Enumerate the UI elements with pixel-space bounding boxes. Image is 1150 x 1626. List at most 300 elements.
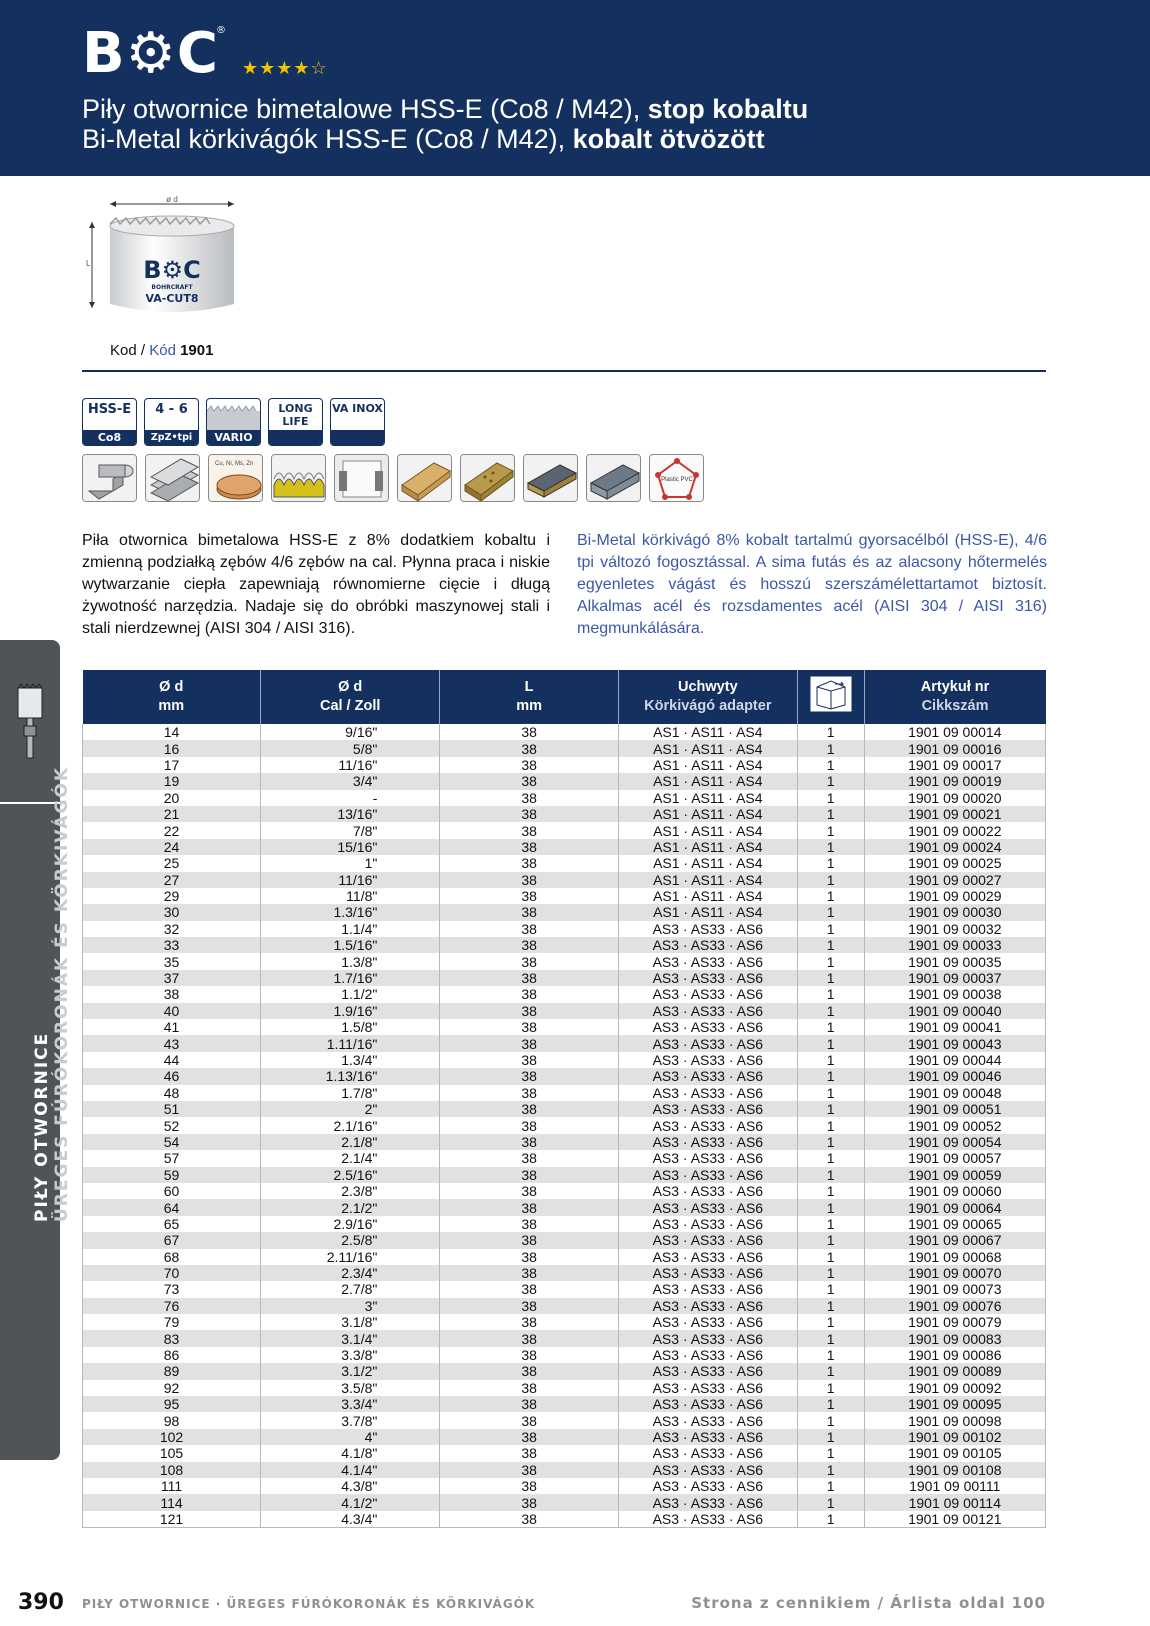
table-row: [83, 1167, 1046, 1183]
table-cell: 19: [83, 773, 261, 789]
table-cell: 2.1/2": [261, 1199, 440, 1215]
table-cell: 1: [797, 1249, 864, 1265]
table-row: [83, 822, 1046, 838]
table-cell: 38: [440, 888, 619, 904]
table-cell: 38: [440, 1052, 619, 1068]
table-row: [83, 1429, 1046, 1445]
table-row: [83, 806, 1046, 822]
table-cell: 1: [797, 888, 864, 904]
table-cell: 38: [440, 1035, 619, 1051]
table-cell: 1901 09 00038: [864, 986, 1045, 1002]
table-cell: AS1 · AS11 · AS4: [618, 806, 797, 822]
table-cell: AS3 · AS33 · AS6: [618, 1298, 797, 1314]
table-cell: 1901 09 00086: [864, 1347, 1045, 1363]
table-cell: 4.1/8": [261, 1445, 440, 1461]
table-cell: 35: [83, 953, 261, 969]
table-cell: 32: [83, 921, 261, 937]
table-cell: 1: [797, 1199, 864, 1215]
table-cell: 38: [440, 1117, 619, 1133]
table-cell: 44: [83, 1052, 261, 1068]
table-cell: AS3 · AS33 · AS6: [618, 1380, 797, 1396]
table-cell: AS1 · AS11 · AS4: [618, 888, 797, 904]
table-cell: 38: [440, 1249, 619, 1265]
table-cell: AS1 · AS11 · AS4: [618, 724, 797, 740]
table-cell: 38: [440, 970, 619, 986]
table-cell: 1: [797, 1429, 864, 1445]
table-cell: 73: [83, 1281, 261, 1297]
product-model: VA-CUT8: [145, 292, 199, 305]
table-cell: AS3 · AS33 · AS6: [618, 1150, 797, 1166]
table-cell: 3.1/4": [261, 1330, 440, 1346]
table-cell: 1901 09 00098: [864, 1412, 1045, 1428]
table-cell: 1: [797, 872, 864, 888]
table-row: [83, 757, 1046, 773]
table-row: [83, 953, 1046, 969]
product-subbrand: BOHRCRAFT: [151, 284, 193, 291]
table-cell: 1901 09 00054: [864, 1134, 1045, 1150]
table-cell: AS1 · AS11 · AS4: [618, 872, 797, 888]
table-row: [83, 1298, 1046, 1314]
table-cell: 38: [440, 1380, 619, 1396]
table-cell: 1: [797, 1265, 864, 1281]
divider: [82, 370, 1046, 372]
table-row: [83, 724, 1046, 740]
table-cell: AS3 · AS33 · AS6: [618, 1101, 797, 1117]
table-cell: 1: [797, 1134, 864, 1150]
table-row: [83, 1445, 1046, 1461]
table-row: [83, 1003, 1046, 1019]
table-cell: 1901 09 00041: [864, 1019, 1045, 1035]
table-cell: 4.1/4": [261, 1462, 440, 1478]
table-cell: 1901 09 00043: [864, 1035, 1045, 1051]
table-cell: 46: [83, 1068, 261, 1084]
table-cell: 2.3/8": [261, 1183, 440, 1199]
table-cell: 1: [797, 1478, 864, 1494]
table-row: [83, 937, 1046, 953]
dim-d-label: ø d: [166, 196, 178, 204]
col-adapter: Uchwyty Körkivágó adapter: [618, 670, 797, 724]
table-cell: 1: [797, 921, 864, 937]
table-cell: 38: [440, 1199, 619, 1215]
rating-stars: ★★★★☆: [242, 58, 328, 78]
table-cell: 1: [797, 1314, 864, 1330]
table-cell: AS3 · AS33 · AS6: [618, 1003, 797, 1019]
table-cell: 4": [261, 1429, 440, 1445]
table-cell: 1.5/16": [261, 937, 440, 953]
table-cell: 38: [440, 1167, 619, 1183]
table-row: [83, 1396, 1046, 1412]
table-cell: 4.3/4": [261, 1511, 440, 1528]
table-cell: 1901 09 00052: [864, 1117, 1045, 1133]
table-cell: AS3 · AS33 · AS6: [618, 1134, 797, 1150]
table-cell: 29: [83, 888, 261, 904]
table-cell: 1: [797, 1019, 864, 1035]
table-row: [83, 855, 1046, 871]
material-icons: [82, 454, 704, 502]
table-cell: 38: [440, 1003, 619, 1019]
table-cell: 1.3/16": [261, 904, 440, 920]
table-cell: 79: [83, 1314, 261, 1330]
table-row: [83, 1019, 1046, 1035]
table-cell: 76: [83, 1298, 261, 1314]
table-cell: 38: [440, 1462, 619, 1478]
table-cell: 38: [440, 1085, 619, 1101]
table-cell: 2.1/8": [261, 1134, 440, 1150]
table-row: [83, 1412, 1046, 1428]
table-row: [83, 1330, 1046, 1346]
table-cell: 4.1/2": [261, 1494, 440, 1510]
table-cell: 1: [797, 1445, 864, 1461]
col-article-no: Artykuł nr Cikkszám: [864, 670, 1045, 724]
table-cell: 1: [797, 970, 864, 986]
table-cell: 2.1/4": [261, 1150, 440, 1166]
table-cell: AS3 · AS33 · AS6: [618, 1330, 797, 1346]
table-cell: 41: [83, 1019, 261, 1035]
table-cell: 38: [440, 937, 619, 953]
table-row: [83, 1199, 1046, 1215]
table-cell: 52: [83, 1117, 261, 1133]
boc-logo: B⚙C ®: [82, 21, 227, 86]
table-cell: 114: [83, 1494, 261, 1510]
table-cell: AS3 · AS33 · AS6: [618, 1511, 797, 1528]
table-cell: 1: [797, 953, 864, 969]
table-cell: 105: [83, 1445, 261, 1461]
table-cell: 3.7/8": [261, 1412, 440, 1428]
table-cell: 38: [440, 1363, 619, 1379]
table-cell: AS3 · AS33 · AS6: [618, 970, 797, 986]
table-cell: 1: [797, 904, 864, 920]
table-row: [83, 1085, 1046, 1101]
table-cell: 33: [83, 937, 261, 953]
table-cell: 3.1/2": [261, 1363, 440, 1379]
table-cell: 1.13/16": [261, 1068, 440, 1084]
table-cell: 102: [83, 1429, 261, 1445]
table-row: [83, 1462, 1046, 1478]
table-cell: 1901 09 00051: [864, 1101, 1045, 1117]
table-cell: AS3 · AS33 · AS6: [618, 986, 797, 1002]
table-cell: 38: [440, 1511, 619, 1528]
table-cell: 38: [440, 872, 619, 888]
table-cell: 40: [83, 1003, 261, 1019]
table-cell: 38: [440, 1494, 619, 1510]
table-row: [83, 1265, 1046, 1281]
title-pl: Piły otwornice bimetalowe HSS-E (Co8 / M42), stop kobaltu: [82, 94, 809, 124]
table-cell: AS1 · AS11 · AS4: [618, 904, 797, 920]
description-hu: Bi-Metal körkivágó 8% kobalt tartalmú gyorsacélból (HSS-E), 4/6 tpi változó fogosztással. A sima futás és az alacsony hőtermelés egyenletes vágást és hosszú szerszámélettartamot biztosít. Alkalmas acél és rozsdamentes acél (AISI 304 / AISI 316) megmunkálására.: [577, 532, 1047, 637]
table-cell: 2.1/16": [261, 1117, 440, 1133]
table-cell: 1: [797, 855, 864, 871]
table-cell: 1: [797, 740, 864, 756]
footer-section: PIŁY OTWORNICE · ÜREGES FÚRÓKORONÁK ÉS KÖRKIVÁGÓK: [82, 1597, 536, 1611]
table-row: [83, 1314, 1046, 1330]
package-icon: [809, 675, 853, 713]
table-cell: 57: [83, 1150, 261, 1166]
table-cell: 2.5/8": [261, 1232, 440, 1248]
table-cell: 1901 09 00030: [864, 904, 1045, 920]
table-cell: 3/4": [261, 773, 440, 789]
table-cell: AS3 · AS33 · AS6: [618, 1035, 797, 1051]
table-cell: 1901 09 00060: [864, 1183, 1045, 1199]
table-cell: AS3 · AS33 · AS6: [618, 1019, 797, 1035]
table-cell: AS3 · AS33 · AS6: [618, 1249, 797, 1265]
tpi-badge: 4 - 6 ZpZ•tpi: [144, 398, 199, 446]
table-cell: 1901 09 00048: [864, 1085, 1045, 1101]
table-cell: 1901 09 00108: [864, 1462, 1045, 1478]
table-row: [83, 773, 1046, 789]
table-cell: 1901 09 00021: [864, 806, 1045, 822]
table-cell: 38: [440, 1216, 619, 1232]
table-cell: 1901 09 00121: [864, 1511, 1045, 1528]
table-cell: 1901 09 00035: [864, 953, 1045, 969]
table-row: [83, 1494, 1046, 1510]
table-cell: 1901 09 00105: [864, 1445, 1045, 1461]
table-cell: 38: [440, 839, 619, 855]
table-cell: 38: [440, 1265, 619, 1281]
table-cell: AS3 · AS33 · AS6: [618, 1117, 797, 1133]
product-brand: B⚙C: [143, 256, 201, 284]
table-cell: 17: [83, 757, 261, 773]
table-cell: 48: [83, 1085, 261, 1101]
nonferrous-icon: [208, 454, 263, 502]
table-cell: 7/8": [261, 822, 440, 838]
table-cell: 2.7/8": [261, 1281, 440, 1297]
table-cell: 3.3/8": [261, 1347, 440, 1363]
table-cell: AS1 · AS11 · AS4: [618, 757, 797, 773]
table-cell: 1901 09 00065: [864, 1216, 1045, 1232]
col-diameter-inch: Ø d Cal / Zoll: [261, 670, 440, 724]
table-cell: 83: [83, 1330, 261, 1346]
table-cell: 1.3/4": [261, 1052, 440, 1068]
table-cell: 22: [83, 822, 261, 838]
table-cell: 5/8": [261, 740, 440, 756]
table-cell: AS3 · AS33 · AS6: [618, 1347, 797, 1363]
table-cell: 1.3/8": [261, 953, 440, 969]
table-cell: AS1 · AS11 · AS4: [618, 839, 797, 855]
table-cell: 1: [797, 1068, 864, 1084]
table-cell: 1: [797, 1216, 864, 1232]
table-cell: 38: [440, 1298, 619, 1314]
table-cell: 38: [440, 1068, 619, 1084]
table-cell: 25: [83, 855, 261, 871]
table-cell: 86: [83, 1347, 261, 1363]
table-cell: 68: [83, 1249, 261, 1265]
table-cell: 1901 09 00111: [864, 1478, 1045, 1494]
feature-badges: [82, 398, 385, 446]
table-cell: 1901 09 00092: [864, 1380, 1045, 1396]
countertop-icon: [586, 454, 641, 502]
table-cell: 24: [83, 839, 261, 855]
table-cell: AS3 · AS33 · AS6: [618, 1281, 797, 1297]
description-pl: Piła otwornica bimetalowa HSS-E z 8% dodatkiem kobaltu i zmienną podziałką zębów 4/6 zębów na cal. Płynna praca i niskie wytwarzanie ciepła zapewniają równomierne cięcie i długą żywotność narzędzia. Nadaje się do obróbki maszynowej stali i stali nierdzewnej (AISI 304 / AISI 316).: [82, 532, 550, 637]
table-cell: 1901 09 00020: [864, 790, 1045, 806]
table-cell: 1901 09 00022: [864, 822, 1045, 838]
table-cell: 2.3/4": [261, 1265, 440, 1281]
table-cell: 1901 09 00029: [864, 888, 1045, 904]
table-cell: AS3 · AS33 · AS6: [618, 1167, 797, 1183]
table-cell: 1: [797, 1494, 864, 1510]
corrugated-sheet-icon: [271, 454, 326, 502]
table-cell: 1: [797, 757, 864, 773]
table-row: [83, 921, 1046, 937]
table-cell: 1901 09 00064: [864, 1199, 1045, 1215]
table-cell: 3.5/8": [261, 1380, 440, 1396]
table-cell: 38: [440, 953, 619, 969]
table-row: [83, 986, 1046, 1002]
table-cell: 13/16": [261, 806, 440, 822]
table-cell: 1: [797, 1396, 864, 1412]
table-cell: 2": [261, 1101, 440, 1117]
table-cell: AS3 · AS33 · AS6: [618, 937, 797, 953]
table-cell: 1: [797, 1117, 864, 1133]
table-row: [83, 1183, 1046, 1199]
table-cell: 1: [797, 1511, 864, 1528]
table-cell: 1.7/8": [261, 1085, 440, 1101]
table-cell: AS3 · AS33 · AS6: [618, 1412, 797, 1428]
table-row: [83, 1363, 1046, 1379]
table-cell: 1: [797, 1101, 864, 1117]
table-cell: 1: [797, 1003, 864, 1019]
table-cell: AS3 · AS33 · AS6: [618, 1183, 797, 1199]
table-row: [83, 872, 1046, 888]
table-cell: 15/16": [261, 839, 440, 855]
table-cell: 2.9/16": [261, 1216, 440, 1232]
table-cell: 38: [440, 1150, 619, 1166]
footer-price-list: Strona z cennikiem / Árlista oldal 100: [691, 1594, 1046, 1612]
table-row: [83, 970, 1046, 986]
table-row: [83, 1216, 1046, 1232]
table-row: [83, 740, 1046, 756]
table-cell: 1: [797, 822, 864, 838]
table-cell: 1: [797, 1052, 864, 1068]
table-cell: 1.1/4": [261, 921, 440, 937]
table-row: [83, 1068, 1046, 1084]
table-cell: 1: [797, 937, 864, 953]
table-cell: 1901 09 00095: [864, 1396, 1045, 1412]
table-cell: 1: [797, 724, 864, 740]
table-cell: 1: [797, 1298, 864, 1314]
col-diameter-mm: Ø d mm: [83, 670, 261, 724]
table-cell: 38: [440, 724, 619, 740]
table-cell: 1: [797, 1085, 864, 1101]
table-cell: 38: [440, 773, 619, 789]
table-cell: 38: [440, 1412, 619, 1428]
table-cell: 1901 09 00019: [864, 773, 1045, 789]
table-cell: 1: [797, 1150, 864, 1166]
col-package: [797, 670, 864, 724]
table-cell: 1901 09 00059: [864, 1167, 1045, 1183]
table-cell: 1: [797, 1380, 864, 1396]
table-cell: AS3 · AS33 · AS6: [618, 1478, 797, 1494]
table-row: [83, 1134, 1046, 1150]
table-cell: 64: [83, 1199, 261, 1215]
table-cell: 65: [83, 1216, 261, 1232]
table-cell: 1901 09 00068: [864, 1249, 1045, 1265]
table-cell: AS3 · AS33 · AS6: [618, 1265, 797, 1281]
table-cell: AS3 · AS33 · AS6: [618, 953, 797, 969]
table-cell: 1: [797, 1347, 864, 1363]
va-inox-badge: VA INOX: [330, 398, 385, 446]
table-cell: AS1 · AS11 · AS4: [618, 822, 797, 838]
table-cell: 1": [261, 855, 440, 871]
table-cell: 38: [440, 904, 619, 920]
table-cell: 1.7/16": [261, 970, 440, 986]
table-cell: AS3 · AS33 · AS6: [618, 1052, 797, 1068]
table-cell: AS3 · AS33 · AS6: [618, 1199, 797, 1215]
table-cell: 38: [440, 740, 619, 756]
steel-pipe-icon: [82, 454, 137, 502]
vario-badge: VARIO: [206, 398, 261, 446]
table-row: [83, 790, 1046, 806]
table-cell: -: [261, 790, 440, 806]
hss-e-co8-badge: HSS-E Co8: [82, 398, 137, 446]
table-cell: 1901 09 00070: [864, 1265, 1045, 1281]
table-cell: 1901 09 00032: [864, 921, 1045, 937]
table-cell: 1901 09 00057: [864, 1150, 1045, 1166]
title-hu: Bi-Metal körkivágók HSS-E (Co8 / M42), kobalt ötvözött: [82, 124, 765, 154]
table-cell: AS1 · AS11 · AS4: [618, 855, 797, 871]
table-cell: 1.5/8": [261, 1019, 440, 1035]
table-cell: 11/16": [261, 757, 440, 773]
table-cell: 70: [83, 1265, 261, 1281]
product-image: [82, 196, 272, 346]
table-row: [83, 1347, 1046, 1363]
table-cell: 1: [797, 1035, 864, 1051]
svg-text:Plastic PVC: Plastic PVC: [661, 477, 693, 483]
wood-icon: [397, 454, 452, 502]
table-cell: 38: [440, 790, 619, 806]
table-cell: 1901 09 00027: [864, 872, 1045, 888]
table-cell: 1: [797, 839, 864, 855]
sheet-metal-icon: [145, 454, 200, 502]
table-cell: 1: [797, 1462, 864, 1478]
table-cell: AS3 · AS33 · AS6: [618, 1216, 797, 1232]
table-row: [83, 1249, 1046, 1265]
table-cell: 1901 09 00025: [864, 855, 1045, 871]
table-row: [83, 904, 1046, 920]
table-cell: 4.3/8": [261, 1478, 440, 1494]
table-cell: 1901 09 00079: [864, 1314, 1045, 1330]
table-cell: 38: [440, 1134, 619, 1150]
table-cell: 1901 09 00033: [864, 937, 1045, 953]
page-number: 390: [18, 1590, 64, 1615]
table-cell: 67: [83, 1232, 261, 1248]
table-cell: 1: [797, 1412, 864, 1428]
table-cell: 38: [440, 1183, 619, 1199]
table-row: [83, 1232, 1046, 1248]
table-cell: 1901 09 00037: [864, 970, 1045, 986]
table-cell: 111: [83, 1478, 261, 1494]
table-cell: AS1 · AS11 · AS4: [618, 740, 797, 756]
table-row: [83, 839, 1046, 855]
table-cell: 38: [440, 822, 619, 838]
table-cell: 1901 09 00040: [864, 1003, 1045, 1019]
table-cell: 38: [83, 986, 261, 1002]
table-cell: 38: [440, 1281, 619, 1297]
table-cell: 1901 09 00076: [864, 1298, 1045, 1314]
table-cell: AS1 · AS11 · AS4: [618, 790, 797, 806]
table-cell: 1: [797, 1330, 864, 1346]
product-code: Kod / Kód 1901: [110, 342, 214, 359]
table-cell: 38: [440, 1314, 619, 1330]
table-cell: AS3 · AS33 · AS6: [618, 921, 797, 937]
table-cell: AS3 · AS33 · AS6: [618, 1429, 797, 1445]
table-cell: AS3 · AS33 · AS6: [618, 1085, 797, 1101]
table-cell: 1901 09 00073: [864, 1281, 1045, 1297]
table-cell: 2.5/16": [261, 1167, 440, 1183]
table-cell: 14: [83, 724, 261, 740]
table-cell: 38: [440, 855, 619, 871]
table-cell: 38: [440, 1347, 619, 1363]
